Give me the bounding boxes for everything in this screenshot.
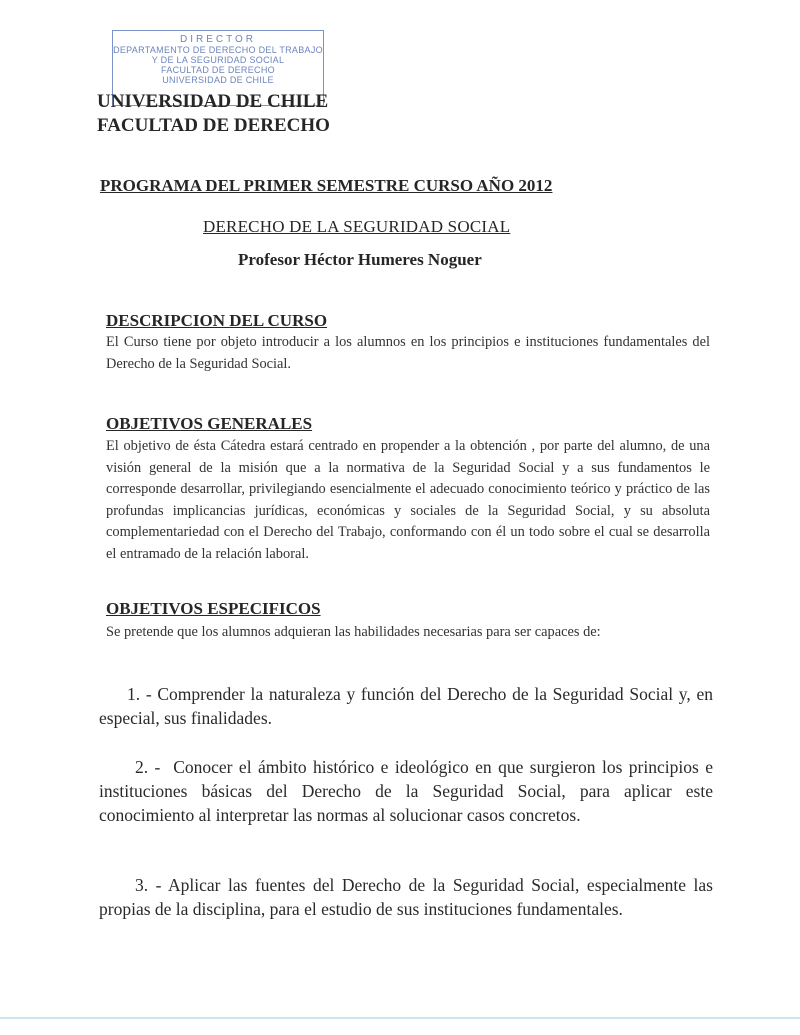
stamp-line: DIRECTOR — [179, 34, 257, 45]
general-objectives-heading: OBJETIVOS GENERALES — [106, 414, 313, 433]
specific-objectives-intro: Se pretende que los alumnos adquieran las habilidades necesarias para ser capaces de: — [106, 624, 601, 640]
item-text: Conocer el ámbito histórico e ideológico en que surgieron los principios e instituciones básicas del Derecho de la Seguridad Social, para aplicar este conocimiento al interpretar las normas al solucionar casos concretos. — [99, 757, 713, 825]
item-text: Aplicar las fuentes del Derecho de la Seguridad Social, especialmente las propias de la disciplina, para el estudio de sus instituciones fundamentales. — [99, 875, 713, 919]
specific-objectives-heading: OBJETIVOS ESPECIFICOS — [106, 599, 321, 618]
faculty-name: FACULTAD DE DERECHO — [97, 115, 330, 136]
description-text: El Curso tiene por objeto introducir a los alumnos en los principios e instituciones fundamentales del Derecho de la Seguridad Social. — [106, 334, 710, 372]
objective-item-1 — [99, 682, 713, 730]
stamp-line: DEPARTAMENTO DE DERECHO DEL TRABAJO — [113, 45, 323, 55]
objective-item-2 — [99, 755, 713, 827]
description-heading: DESCRIPCION DEL CURSO — [106, 311, 328, 330]
item-number: 2. - — [135, 757, 161, 777]
item-number: 1. - — [127, 684, 152, 704]
item-number: 3. - — [135, 875, 162, 895]
objective-item-3 — [99, 873, 713, 921]
stamp-line: FACULTAD DE DERECHO — [161, 65, 275, 75]
professor-name: Profesor Héctor Humeres Noguer — [238, 250, 482, 269]
general-objectives-text: El objetivo de ésta Cátedra estará centrado en propender a la obtención , por parte del alumno, de una visión general de la misión que a la normativa de la Seguridad Social y a sus fundamentos le corresponde desarrollar, privilegiando esencialmente el adecuado conocimiento teórico y práctico de las profundas implicancias jurídicas, económicas y sociales de la Seguridad Social, y su absoluta complementariedad con el Derecho del Trabajo, conformando con él un todo sobre el cual se desarrolla el entramado de la relación laboral. — [106, 438, 710, 562]
program-title: PROGRAMA DEL PRIMER SEMESTRE CURSO AÑO 2012 — [100, 176, 553, 195]
stamp-line: UNIVERSIDAD DE CHILE — [162, 75, 274, 85]
item-text: Comprender la naturaleza y función del Derecho de la Seguridad Social y, en especial, sus finalidades. — [99, 684, 713, 728]
page-bottom-rule — [0, 1017, 800, 1019]
university-name: UNIVERSIDAD DE CHILE — [97, 91, 329, 112]
stamp-line: Y DE LA SEGURIDAD SOCIAL — [151, 55, 285, 65]
course-title: DERECHO DE LA SEGURIDAD SOCIAL — [203, 217, 511, 236]
